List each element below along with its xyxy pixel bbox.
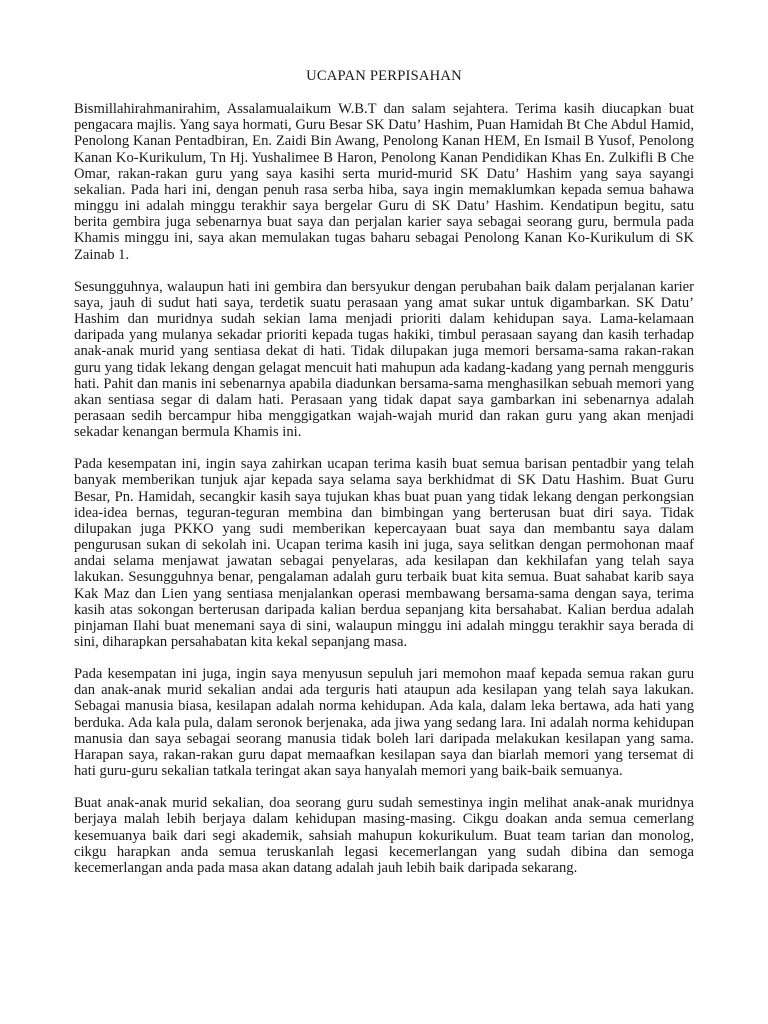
paragraph-students: Buat anak-anak murid sekalian, doa seorang guru sudah semestinya ingin melihat anak-anak muridnya berjaya malah lebih berjaya dalam kehidupan masing-masing. Cikgu doakan anda semua cemerlang kesemuanya baik dari segi akademik, sahsiah mahupun kokurikulum. Buat team tarian dan monolog, cikgu harapkan anda semua teruskanlah legasi kecemerlangan yang sudah dibina dan semoga kecemerlangan anda pada masa akan datang adalah jauh lebih baik daripada sekarang. [74, 795, 694, 876]
paragraph-feelings: Sesungguhnya, walaupun hati ini gembira dan bersyukur dengan perubahan baik dalam perjalanan karier saya, jauh di sudut hati saya, terdetik suatu perasaan yang amat sukar untuk digambarkan. SK Datu’ Hashim dan muridnya sudah sekian lama menjadi prioriti dalam kehidupan saya. Lama-kelamaan daripada yang mulanya sekadar prioriti kepada tugas hakiki, timbul perasaan sayang dan kasih terhadap anak-anak murid yang sentiasa dekat di hati. Tidak dilupakan juga memori bersama-sama rakan-rakan guru yang tidak lekang dengan gelagat mencuit hati mahupun ada kadang-kadang yang pernah mengguris hati. Pahit dan manis ini sebenarnya apabila diadunkan bersama-sama menghasilkan sebuah memori yang akan sentiasa segar di dalam hati. Perasaan yang tidak dapat saya gambarkan ini sebenarnya adalah perasaan sedih bercampur hiba menggigatkan wajah-wajah murid dan rakan guru yang akan menjadi sekadar kenangan bermula Khamis ini. [74, 278, 694, 441]
paragraph-greeting: Bismillahirahmanirahim, Assalamualaikum W.B.T dan salam sejahtera. Terima kasih diucapkan buat pengacara majlis. Yang saya hormati, Guru Besar SK Datu’ Hashim, Puan Hamidah Bt Che Abdul Hamid, Penolong Kanan Pentadbiran, En. Zaidi Bin Awang, Penolong Kanan HEM, En Ismail B Yusof, Penolong Kanan Ko-Kurikulum, Tn Hj. Yushalimee B Haron, Penolong Kanan Pendidikan Khas En. Zulkifli B Che Omar, rakan-rakan guru yang saya kasihi serta murid-murid SK Datu’ Hashim yang saya sayangi sekalian. Pada hari ini, dengan penuh rasa serba hiba, saya ingin memaklumkan kepada semua bahawa minggu ini adalah minggu terakhir saya bergelar Guru di SK Datu’ Hashim. Kendatipun begitu, satu berita gembira juga sebenarnya buat saya dan perjalan karier saya sebagai seorang guru, bermula pada Khamis minggu ini, saya akan memulakan tugas baharu sebagai Penolong Kanan Ko-Kurikulum di SK Zainab 1. [74, 101, 694, 263]
document-page [74, 68, 694, 892]
document-title: UCAPAN PERPISAHAN [306, 68, 462, 84]
paragraph-apology: Pada kesempatan ini juga, ingin saya menyusun sepuluh jari memohon maaf kepada semua rakan guru dan anak-anak murid sekalian andai ada terguris hati ataupun ada kesilapan yang telah saya lakukan. Sebagai manusia biasa, kesilapan adalah norma kehidupan. Ada kala, dalam leka bertawa, ada hati yang berduka. Ada kala pula, dalam seronok berjenaka, ada jiwa yang sedang lara. Ini adalah norma kehidupan manusia dan saya sebagai seorang manusia tidak boleh lari daripada melakukan kesilapan yang sama. Harapan saya, rakan-rakan guru dapat memaafkan kesilapan saya dan biarlah memori yang tersemat di hati guru-guru sekalian tatkala teringat akan saya hanyalah memori yang baik-baik semuanya. [74, 666, 694, 780]
paragraph-thanks: Pada kesempatan ini, ingin saya zahirkan ucapan terima kasih buat semua barisan pentadbir yang telah banyak memberikan tunjuk ajar kepada saya selama saya berkhidmat di SK Datu Hashim. Buat Guru Besar, Pn. Hamidah, secangkir kasih saya tujukan khas buat puan yang tidak lekang dengan perkongsian idea-idea bernas, teguran-teguran membina dan bimbingan yang berterusan buat diri saya. Tidak dilupakan juga PKKO yang sudi memberikan kepercayaan buat saya dan membantu saya dalam pengurusan sukan di sekolah ini. Ucapan terima kasih ini juga, saya selitkan dengan permohonan maaf andai selama menjawat jawatan sebagai penyelaras, ada kesilapan dan kekhilafan yang telah saya lakukan. Sesungguhnya benar, pengalaman adalah guru terbaik buat kita semua. Buat sahabat karib saya Kak Maz dan Lien yang sentiasa menjalankan operasi membawang bersama-sama dengan saya, terima kasih atas sokongan berterusan daripada kalian berdua sepanjang kita bersahabat. Kalian berdua adalah pinjaman Ilahi buat menemani saya di sini, walaupun minggu ini adalah minggu terakhir saya berada di sini, diharapkan persahabatan kita kekal sepanjang masa. [74, 456, 694, 650]
